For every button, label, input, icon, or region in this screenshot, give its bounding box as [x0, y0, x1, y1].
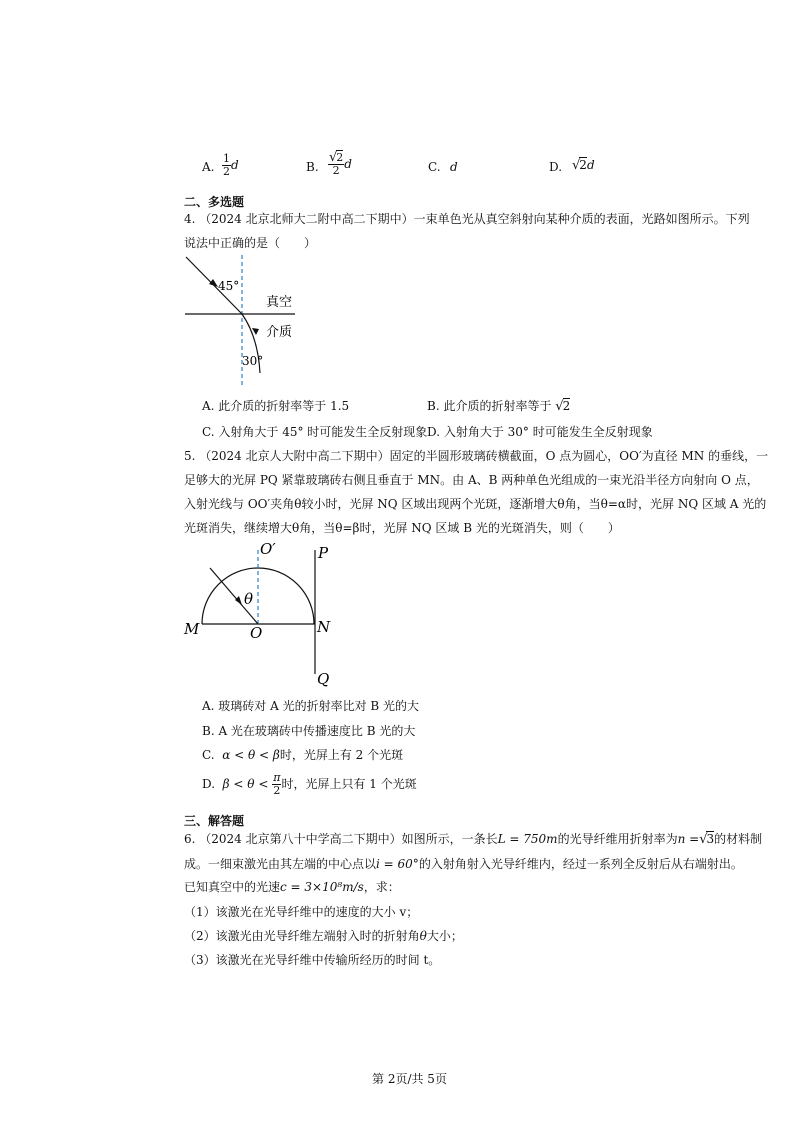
q3-option-b-label: B.: [306, 160, 319, 174]
radicand: 3: [706, 832, 715, 846]
q6-subquestion-3: （3）该激光在光导纤维中传输所经历的时间 t。: [184, 953, 441, 967]
q5-option-d-label: D.: [202, 777, 216, 791]
incident-arrow-icon: [235, 596, 242, 605]
frac-num: 1: [223, 152, 230, 165]
label-O: O: [250, 624, 263, 642]
q6-stem-line1: 6. （2024 北京第八十中学高二下期中）如图所示，一条长L = 750m的光导纤维用折射率为n =√3的材料制: [184, 832, 763, 847]
q4-stem-line1: 4. （2024 北京北师大二附中高二下期中）一束单色光从真空斜射向某种介质的表面，光路如图所示。下列: [184, 212, 750, 226]
q5-option-b: B. A 光在玻璃砖中传播速度比 B 光的大: [202, 724, 416, 738]
radicand: 2: [336, 151, 344, 164]
q6-theta: θ: [419, 929, 427, 943]
q6-subquestion-1: （1）该激光在光导纤维中的速度的大小 v；: [184, 905, 419, 919]
q5-option-d-text: 时，光屏上只有 1 个光斑: [281, 777, 417, 791]
q3-option-a-fraction: [222, 153, 239, 178]
q5-stem-line4: 光斑消失，继续增大θ角，当θ=β时，光屏 NQ 区域 B 光的光斑消失，则（ ）: [184, 521, 620, 535]
label-O-prime: O′: [260, 540, 276, 558]
refracted-arrow-icon: [252, 328, 259, 335]
q5-option-d-math: β < θ <: [222, 777, 269, 791]
section-title-answer: 三、解答题: [184, 814, 245, 828]
q5-stem-line3: 入射光线与 OO′夹角θ较小时，光屏 NQ 区域出现两个光斑，逐渐增大θ角，当θ=α时，光屏 NQ 区域 A 光的: [184, 497, 767, 511]
page-footer: 第 2页/共 5页: [372, 1072, 447, 1086]
frac-den: 2: [273, 784, 281, 797]
q3-option-c-var: d: [450, 160, 458, 174]
q5-option-d: [202, 772, 417, 797]
q6-subquestion-2: （2）该激光由光导纤维左端射入时的折射角θ大小；: [184, 929, 463, 943]
q4-refraction-figure: [180, 255, 300, 385]
q5-option-c-label: C.: [202, 748, 215, 762]
frac-den: 2: [223, 165, 230, 178]
label-M: M: [184, 620, 200, 638]
var-d: d: [231, 158, 239, 172]
q4-option-c: C. 入射角大于 45° 时可能发生全反射现象: [202, 425, 428, 439]
angle-45-label: 45°: [218, 279, 240, 293]
section-title-multiple-choice: 二、多选题: [184, 195, 245, 209]
q5-option-c-text: 时，光屏上有 2 个光斑: [279, 748, 404, 762]
var-d: d: [586, 158, 595, 172]
radicand: 2: [562, 399, 571, 413]
q6-index: n =: [677, 832, 700, 846]
q5-option-a: A. 玻璃砖对 A 光的折射率比对 B 光的大: [202, 699, 420, 713]
var-d: d: [344, 157, 352, 171]
q6-angle: i = 60°: [376, 857, 419, 871]
frac-den: 2: [332, 164, 340, 177]
q5-option-c-math: α < θ < β: [222, 748, 280, 762]
q3-option-d-label: D.: [549, 160, 563, 174]
q4-option-b-text: B. 此介质的折射率等于: [427, 399, 552, 413]
q5-stem-line1: 5. （2024 北京人大附中高二下期中）固定的半圆形玻璃砖横截面，O 点为圆心，OO′为直径 MN 的垂线，一: [184, 449, 769, 463]
q4-option-b: B. 此介质的折射率等于 √2: [427, 399, 571, 414]
label-theta: θ: [244, 590, 254, 608]
q3-option-b-fraction: $\frac{√2}{2}$ d: [329, 150, 352, 177]
q5-stem-line2: 足够大的光屏 PQ 紧靠玻璃砖右侧且垂直于 MN。由 A、B 两种单色光组成的一束光沿半径方向射向 O 点，: [184, 473, 759, 487]
medium-label: 介质: [266, 325, 293, 340]
frac-num: π: [273, 771, 281, 784]
q4-option-a: A. 此介质的折射率等于 1.5: [202, 399, 350, 413]
q4-stem-line2: 说法中正确的是（ ）: [184, 236, 317, 250]
q5-option-c: [202, 746, 403, 763]
q4-option-d: D. 入射角大于 30° 时可能发生全反射现象: [427, 425, 653, 439]
q5-semicircle-figure: [180, 538, 340, 690]
angle-30-label: 30°: [242, 354, 264, 368]
label-N: N: [317, 618, 331, 636]
q3-option-a-label: A.: [202, 160, 215, 174]
q6-length: L = 750m: [497, 832, 558, 846]
q3-option-c-label: C.: [428, 160, 441, 174]
label-Q: Q: [317, 670, 330, 688]
q3-option-d-value: √2d: [572, 158, 595, 173]
q6-stem-line3: 已知真空中的光速c = 3×10⁸m/s，求：: [184, 880, 400, 894]
label-P: P: [318, 544, 329, 562]
radicand: 2: [579, 158, 587, 172]
q6-speed: c = 3×10⁸m/s: [280, 880, 364, 894]
q6-stem-line2: 成。一细束激光由其左端的中心点以i = 60°的入射角射入光导纤维内，经过一系列全反射后从右端射出。: [184, 857, 743, 871]
vacuum-label: 真空: [266, 295, 293, 310]
